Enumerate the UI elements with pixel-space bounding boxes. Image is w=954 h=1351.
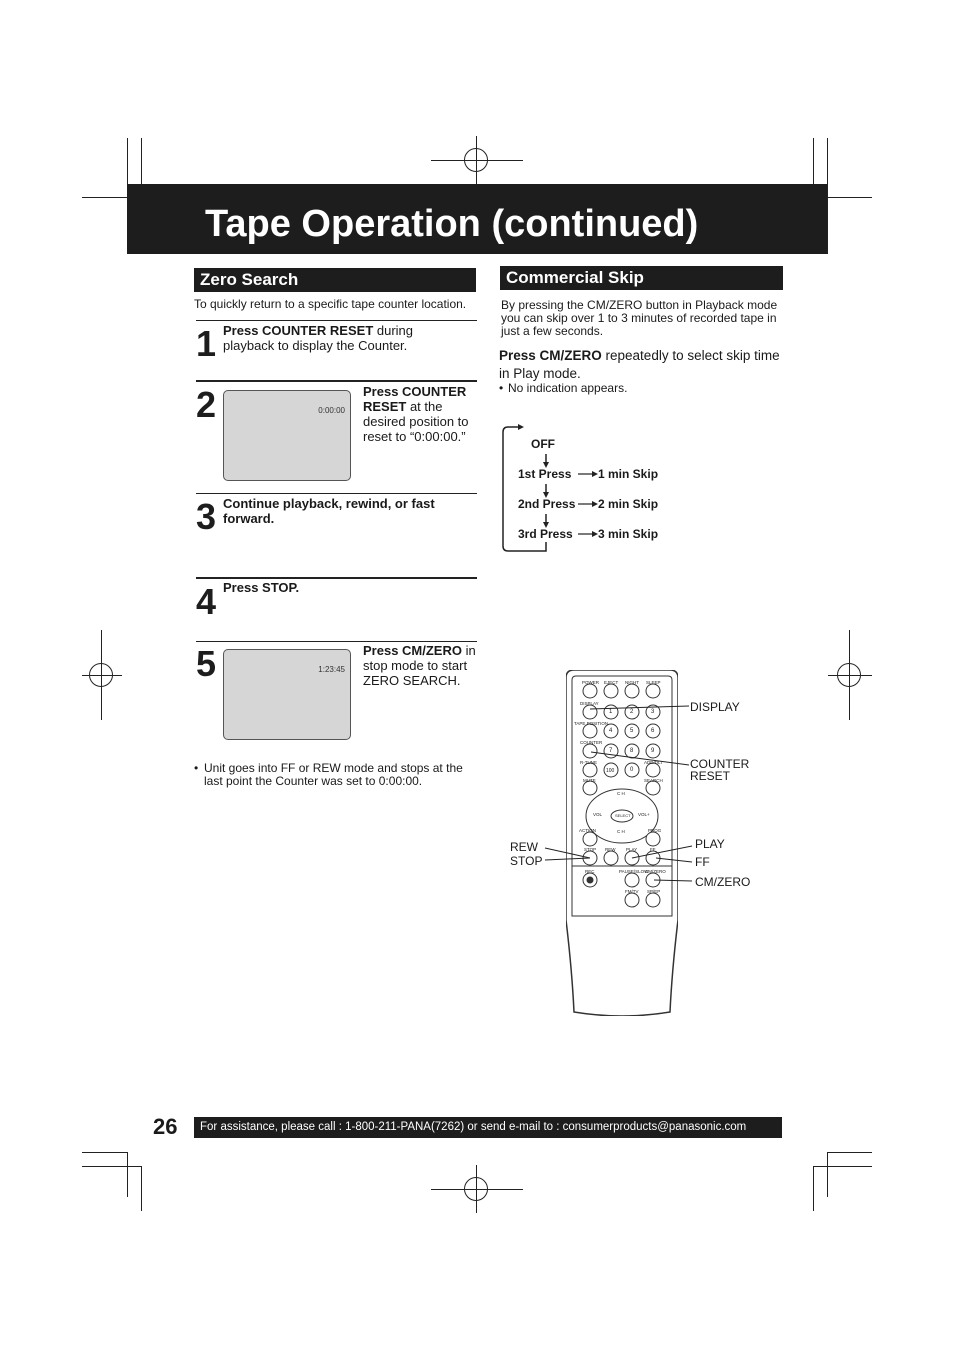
step-5-bold: Press CM/ZERO [363,643,462,658]
step-5-tv-screen [223,649,351,740]
ch-up-label: C H [617,791,625,796]
power-label: POWER [582,680,600,685]
flow-2nd-press: 2nd Press [518,497,576,511]
vol-plus-label: VOL+ [638,812,650,817]
sleep-label: SLEEP [646,680,661,685]
commercial-skip-note: No indication appears. [508,381,628,395]
cm-zero-callout: CM/ZERO [695,875,751,889]
key-5: 5 [630,728,634,734]
step-5-number: 5 [196,643,217,684]
counter-label: COUNTER [580,740,603,745]
reset-callout: RESET [690,769,731,783]
key-100: 100 [606,768,615,774]
step-5-rest: in stop mode to start ZERO SEARCH. [363,643,476,688]
flow-1-min: 1 min Skip [598,467,659,481]
mute-label: MUTE [583,778,596,783]
tape-position-label: TAPE POSITION [574,721,609,726]
ff-label: FF [650,847,656,852]
step-1-rule [196,320,477,321]
step-2-counter-display: 0:00:00 [318,406,345,415]
step-5-text [363,643,481,688]
step-3-number: 3 [196,496,217,537]
pause-label: PAUSE/SLOW [619,869,649,874]
step-1-number: 1 [196,323,217,364]
key-1: 1 [609,709,613,715]
fm-tv-label: FM/TV [625,889,639,894]
step-2-tv-screen [223,390,351,481]
prog-label: PROG [648,828,662,833]
vol-minus-label: VOL [593,812,603,817]
step-2-rule [196,380,477,382]
step-4-number: 4 [196,581,217,622]
key-6: 6 [651,728,655,734]
step-2-rest: at the desired position to reset to “0:00:00.” [363,399,469,444]
key-4: 4 [609,728,613,734]
step-1-text [223,323,463,353]
night-label: NIGHT [625,680,639,685]
step-3-text [223,496,463,526]
footer-assistance: For assistance, please call : 1-800-211-PANA(7262) or send e-mail to : consumerproducts@panasonic.com [194,1117,782,1138]
step-2-bold: Press COUNTER RESET [363,384,467,414]
ff-callout: FF [695,855,710,869]
step-5-counter-display: 1:23:45 [318,665,345,674]
stop-callout: STOP [510,854,543,868]
add-dlt-label: ADD/DLT [644,760,663,765]
commercial-skip-heading: Commercial Skip [500,266,783,290]
action-label: ACTION [579,828,597,833]
step-4-rule [196,577,477,579]
key-0: 0 [630,767,634,773]
play-label: PLAY [626,847,638,852]
callout-lines [540,700,700,890]
step-1-bold: Press COUNTER RESET [223,323,374,338]
cm-zero-label: CM/ZERO [645,869,666,874]
eject-label: EJECT [604,680,619,685]
key-7: 7 [609,748,613,754]
zero-search-heading: Zero Search [194,268,476,292]
flow-off: OFF [531,437,555,451]
key-2: 2 [630,709,634,715]
counter-callout: COUNTER [690,757,750,771]
r-tune-label: R-TUNE [580,760,597,765]
step-1-rest: during playback to display the Counter. [223,323,414,353]
note-bullet: • [194,761,199,775]
rec-label: REC [585,869,595,874]
step-2-text [363,384,478,444]
flow-2-min: 2 min Skip [598,497,659,511]
page-title: Tape Operation (continued) [205,203,699,245]
instruction-rest: repeatedly to select skip time in Play mode. [499,348,780,381]
step-4-text [223,580,463,595]
display-label: DISPLAY [580,701,599,706]
commercial-skip-instruction [499,347,784,383]
step-3-bold: Continue playback, rewind, or fast forward. [223,496,435,526]
rew-callout: REW [510,840,538,854]
cs-note-bullet: • [499,381,504,395]
sp-ep-label: SP/EP [647,889,661,894]
key-3: 3 [651,709,655,715]
play-callout: PLAY [695,837,725,851]
step-5-rule [196,641,477,642]
search-label: SEARCH [644,778,663,783]
zero-search-note: Unit goes into FF or REW mode and stops at the last point the Counter was set to 0:00:00. [204,761,463,788]
flow-1st-press: 1st Press [518,467,572,481]
instruction-bold: Press CM/ZERO [499,348,602,363]
page-number: 26 [153,1114,178,1139]
display-callout: DISPLAY [690,700,740,714]
commercial-skip-intro: By pressing the CM/ZERO button in Playback mode you can skip over 1 to 3 minutes of recorded tape in just a few seconds. [501,298,778,338]
flow-3-min: 3 min Skip [598,527,659,541]
rew-label: REW [605,847,616,852]
step-2-number: 2 [196,384,217,425]
step-3-rule [196,493,477,494]
stop-label: STOP [584,847,597,852]
key-8: 8 [630,748,634,754]
flow-3rd-press: 3rd Press [518,527,573,541]
step-4-bold: Press STOP. [223,580,300,595]
ch-down-label: C H [617,829,625,834]
key-9: 9 [651,748,655,754]
select-label: SELECT [615,813,631,818]
zero-search-intro: To quickly return to a specific tape counter location. [194,297,467,311]
skip-flow-diagram [500,424,680,554]
